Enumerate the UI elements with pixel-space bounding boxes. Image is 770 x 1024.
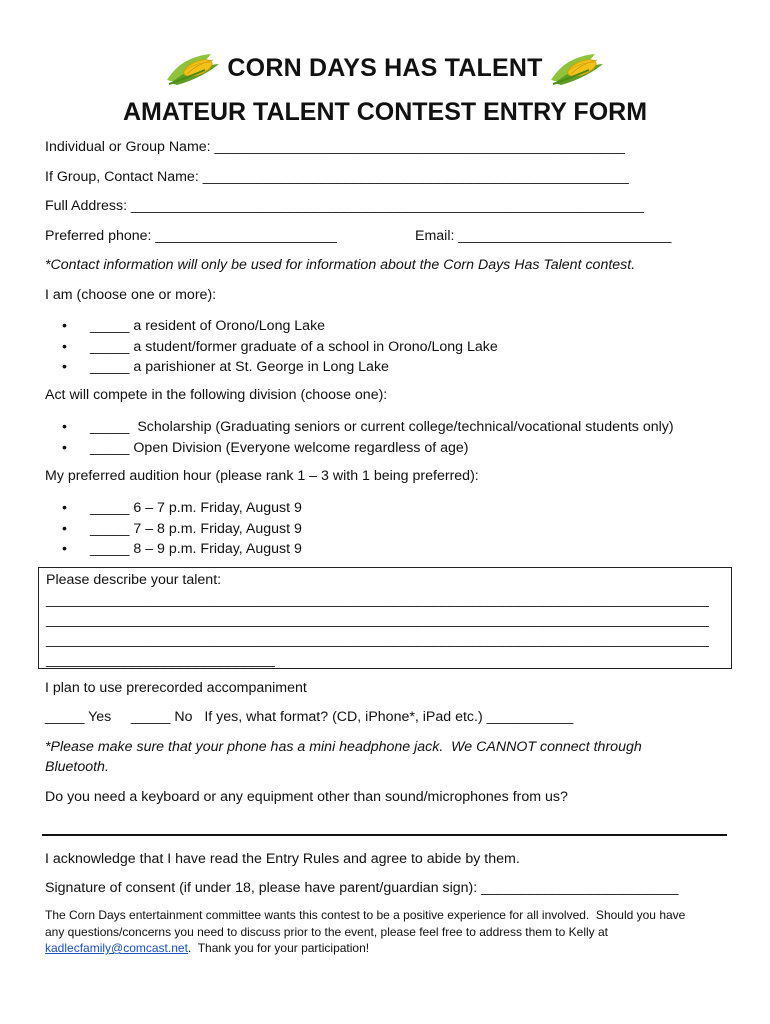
phone-field[interactable]: Preferred phone: _______________________ [45, 228, 337, 244]
signature-field[interactable]: Signature of consent (if under 18, please have parent/guardian sign): _________________________ [45, 880, 679, 896]
phone-note: *Please make sure that your phone has a mini headphone jack. We CANNOT connect through [45, 739, 642, 755]
corn-icon [165, 50, 221, 86]
email-link[interactable]: kadlecfamily@comcast.net [45, 941, 188, 955]
talent-line[interactable]: _____________________________ [46, 652, 275, 668]
list-item[interactable]: • _____ Open Division (Everyone welcome regardless of age) [62, 439, 469, 456]
contact-field[interactable]: If Group, Contact Name: ______________________________________________________ [45, 169, 629, 185]
list-item[interactable]: • _____ a resident of Orono/Long Lake [62, 318, 326, 334]
form-subtitle: AMATEUR TALENT CONTEST ENTRY FORM [122, 98, 648, 126]
list-item[interactable]: • _____ a parishioner at St. George in Long Lake [62, 359, 389, 375]
email-field[interactable]: Email: ___________________________ [415, 228, 672, 244]
footer-tail: . Thank you for your participation! [187, 941, 370, 955]
audition-list [62, 498, 302, 560]
footer-text: The Corn Days entertainment committee wants this contest to be a positive experience for all involved. Should you have [45, 908, 686, 922]
division-list [62, 417, 674, 458]
equipment-question[interactable]: Do you need a keyboard or any equipment other than sound/microphones from us? [45, 789, 568, 805]
phone-note: Bluetooth. [45, 759, 109, 775]
footer-text: any questions/concerns you need to discuss prior to the event, please feel free to address them to Kelly at [45, 925, 608, 939]
list-item[interactable]: • _____ 6 – 7 p.m. Friday, August 9 [62, 500, 302, 516]
talent-line[interactable]: ____________________________________________________________________________________ [46, 592, 709, 608]
division-prompt: Act will compete in the following division (choose one): [45, 387, 388, 403]
iam-list [62, 316, 498, 378]
talent-line[interactable]: ____________________________________________________________________________________ [46, 632, 709, 648]
talent-prompt: Please describe your talent: [46, 572, 222, 588]
form-header [0, 50, 770, 129]
list-item[interactable]: • _____ 8 – 9 p.m. Friday, August 9 [62, 541, 302, 557]
contact-note: *Contact information will only be used for information about the Corn Days Has Talent contest. [45, 257, 636, 273]
list-item[interactable]: • _____ 7 – 8 p.m. Friday, August 9 [62, 520, 302, 537]
form-title: CORN DAYS HAS TALENT [227, 54, 543, 82]
acknowledge-text: I acknowledge that I have read the Entry Rules and agree to abide by them. [45, 851, 520, 867]
accompaniment-options[interactable]: _____ Yes _____ No If yes, what format? (CD, iPhone*, iPad etc.) ___________ [45, 709, 574, 725]
audition-prompt: My preferred audition hour (please rank 1 – 3 with 1 being preferred): [45, 468, 479, 484]
talent-description-box[interactable] [38, 567, 732, 669]
divider [42, 834, 727, 836]
name-field[interactable]: Individual or Group Name: ____________________________________________________ [45, 139, 625, 155]
list-item[interactable]: • _____ a student/former graduate of a school in Orono/Long Lake [62, 338, 498, 355]
corn-icon [549, 50, 605, 86]
talent-line[interactable]: ____________________________________________________________________________________ [46, 612, 709, 628]
accompaniment-prompt: I plan to use prerecorded accompaniment [45, 680, 307, 696]
list-item[interactable]: • _____ Scholarship (Graduating seniors or current college/technical/vocational students only) [62, 419, 674, 435]
footer-contact [45, 940, 369, 957]
address-field[interactable]: Full Address: _________________________________________________________________ [45, 198, 644, 214]
iam-prompt: I am (choose one or more): [45, 287, 217, 303]
title-row [165, 50, 604, 86]
